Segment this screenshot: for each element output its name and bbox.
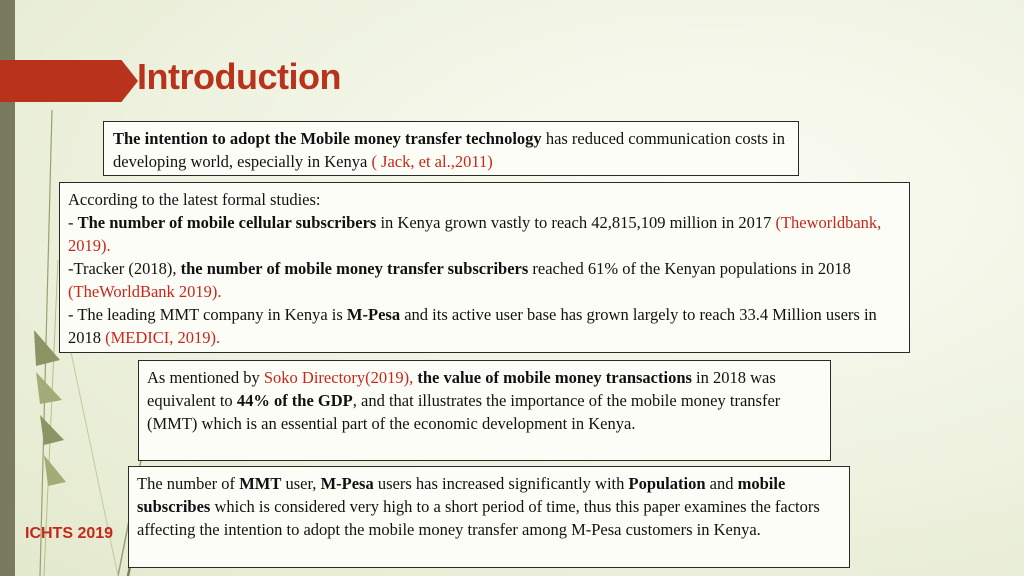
- point-3-text-a: - The leading MMT company in Kenya is: [68, 305, 347, 324]
- studies-point-3: [68, 303, 901, 349]
- slide-title: Introduction: [137, 56, 341, 97]
- aim-text-d: and: [705, 474, 738, 493]
- point-2-bold: the number of mobile money transfer subscribers: [180, 259, 529, 278]
- gdp-bold-a: the value of mobile money transactions: [417, 368, 692, 387]
- gdp-text-c: , and that illustrates the importance of the mobile money transfer (MMT) which is an essential part of the economic development in Kenya.: [147, 391, 781, 433]
- studies-point-2: [68, 257, 901, 303]
- paper-aim-paragraph: [137, 472, 841, 541]
- gdp-bold-b: 44% of the GDP: [236, 391, 353, 410]
- intro-citation: ( Jack, et al.,2011): [371, 152, 493, 171]
- intro-paragraph: [113, 127, 789, 173]
- aim-bold-c: Population: [628, 474, 706, 493]
- point-3-bold: M-Pesa: [346, 305, 401, 324]
- point-1-prefix: -: [68, 213, 78, 232]
- point-2-text-a: -Tracker (2018),: [68, 259, 181, 278]
- aim-text-c: users has increased significantly with: [373, 474, 629, 493]
- aim-bold-d: mobile subscribes: [137, 474, 786, 516]
- gdp-text-a: As mentioned by: [147, 368, 264, 387]
- paper-aim-text-box: [128, 466, 850, 568]
- point-1-text: in Kenya grown vastly to reach 42,815,109 million in 2017: [376, 213, 776, 232]
- intro-text: has reduced communication costs in developing world, especially in Kenya: [113, 129, 785, 171]
- point-1-bold: The number of mobile cellular subscribers: [77, 213, 377, 232]
- intro-text-box: [103, 121, 799, 176]
- gdp-text-b: in 2018 was equivalent to: [147, 368, 776, 410]
- point-3-citation: (MEDICI, 2019).: [105, 328, 221, 347]
- point-2-text-b: reached 61% of the Kenyan populations in 2018: [528, 259, 851, 278]
- intro-bold: The intention to adopt the Mobile money transfer technology: [113, 129, 542, 148]
- aim-bold-a: MMT: [239, 474, 282, 493]
- studies-point-1: [68, 211, 901, 257]
- point-2-citation: (TheWorldBank 2019).: [68, 282, 222, 301]
- gdp-citation: Soko Directory(2019),: [263, 368, 418, 387]
- point-3-text-b: and its active user base has grown largely to reach 33.4 Million users in 2018: [68, 305, 877, 347]
- gdp-text-box: [138, 360, 831, 461]
- title-arrow-shape: [0, 60, 138, 102]
- studies-heading: According to the latest formal studies:: [68, 190, 321, 209]
- gdp-paragraph: [147, 366, 822, 435]
- footer-conference-label: ICHTS 2019: [25, 525, 114, 542]
- aim-text-a: The number of: [137, 474, 240, 493]
- aim-text-e: which is considered very high to a short period of time, thus this paper examines the factors affecting the intention to adopt the mobile money transfer among M-Pesa customers in Kenya.: [137, 497, 820, 539]
- studies-text-box: [59, 182, 910, 353]
- point-1-citation: (Theworldbank, 2019).: [68, 213, 882, 255]
- aim-text-b: user,: [281, 474, 321, 493]
- aim-bold-b: M-Pesa: [320, 474, 374, 493]
